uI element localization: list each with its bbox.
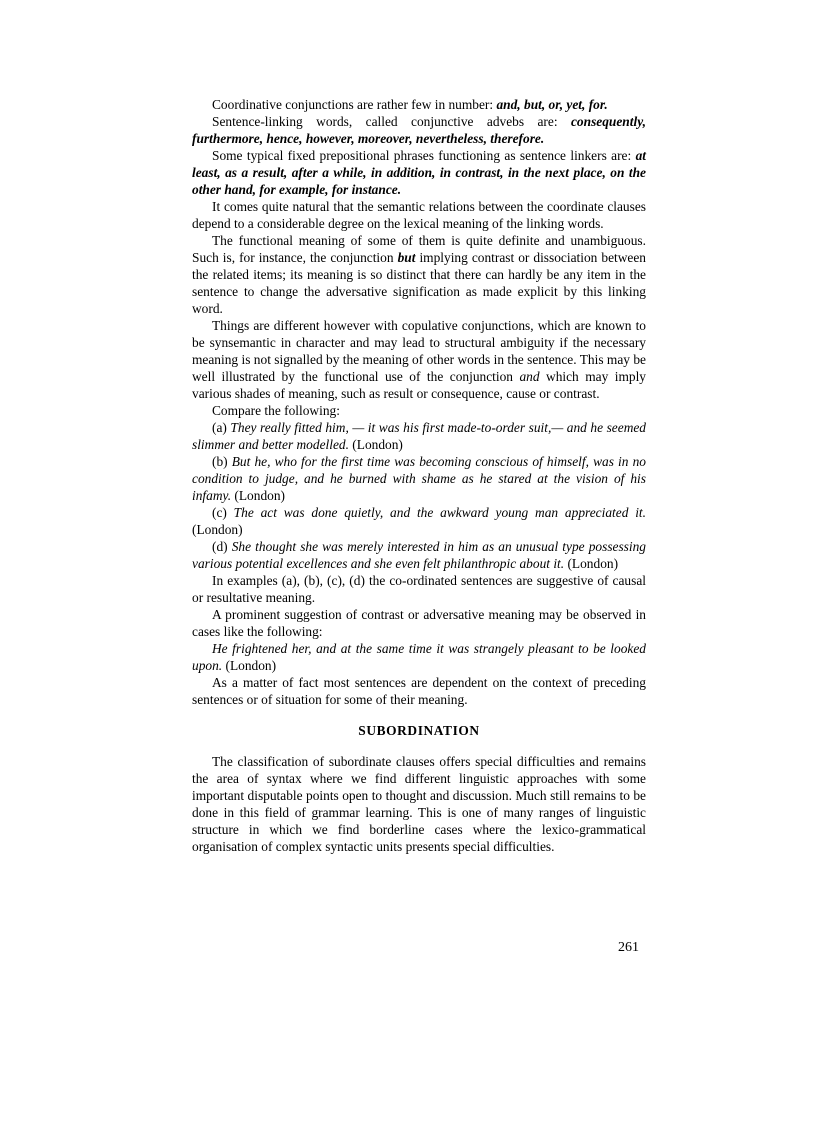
emphasis: and [519,369,540,384]
paragraph: As a matter of fact most sentences are dependent on the context of preceding sentences or of situation for some of their meaning. [192,675,646,707]
example-b: (b) But he, who for the first time was becoming conscious of himself, was in no condition to judge, and he burned with shame as he stared at the vision of his infamy. (London) [192,454,646,503]
text-body [192,96,646,855]
paragraph: Some typical fixed prepositional phrases functioning as sentence linkers are: at least, as a result, after a while, in addition, in contrast, in the next place, on the other hand, for example, for instance. [192,148,646,197]
paragraph: The functional meaning of some of them is quite definite and unambiguous. Such is, for instance, the conjunction but implying contrast or dissociation between the related items; its meaning is so distinct that there can hardly be any item in the sentence to change the adversative signification as made explicit by this linking word. [192,233,646,316]
emphasis: consequently, furthermore, hence, however, moreover, nevertheless, therefore. [192,114,646,146]
paragraph: It comes quite natural that the semantic relations between the coordinate clauses depend to a considerable degree on the lexical meaning of the linking words. [192,199,646,231]
paragraph: Compare the following: [212,403,340,418]
example-d: (d) She thought she was merely interested in him as an unusual type possessing various potential excellences and she even felt philanthropic about it. (London) [192,539,647,571]
example-e: He frightened her, and at the same time it was strangely pleasant to be looked upon. (London) [192,641,646,673]
paragraph: Things are different however with copulative conjunctions, which are known to be synsemantic in character and may lead to structural ambiguity if the necessary meaning is not signalled by the meaning of other words in the sentence. This may be well illustrated by the functional use of the conjunction and which may imply various shades of meaning, such as result or consequence, cause or contrast. [192,318,646,401]
emphasis: at least, as a result, after a while, in addition, in contrast, in the next place, on the other hand, for example, for instance. [192,148,646,197]
section-heading: SUBORDINATION [358,723,480,738]
example-c: (c) The act was done quietly, and the awkward young man appreciated it. (London) [192,505,646,537]
example-a: (a) They really fitted him, — it was his first made-to-order suit,— and he seemed slimmer and better modelled. (London) [192,420,646,452]
emphasis: but [397,250,416,265]
emphasis: and, but, or, yet, for. [496,97,608,112]
paragraph: In examples (a), (b), (c), (d) the co-ordinated sentences are suggestive of causal or resultative meaning. [192,573,646,605]
page-number: 261 [618,940,639,955]
paragraph: The classification of subordinate clauses offers special difficulties and remains the area of syntax where we find different linguistic approaches with some important disputable points open to thought and discussion. Much still remains to be done in this field of grammar learning. This is one of many ranges of linguistic structure in which we find borderline cases where the lexico-grammatical organisation of complex syntactic units presents special difficulties. [192,754,646,854]
paragraph: Coordinative conjunctions are rather few in number: and, but, or, yet, for. [212,97,608,112]
paragraph: A prominent suggestion of contrast or adversative meaning may be observed in cases like the following: [192,607,646,639]
paragraph: Sentence-linking words, called conjunctive advebs are: consequently, furthermore, hence, however, moreover, nevertheless, therefore. [192,114,646,146]
